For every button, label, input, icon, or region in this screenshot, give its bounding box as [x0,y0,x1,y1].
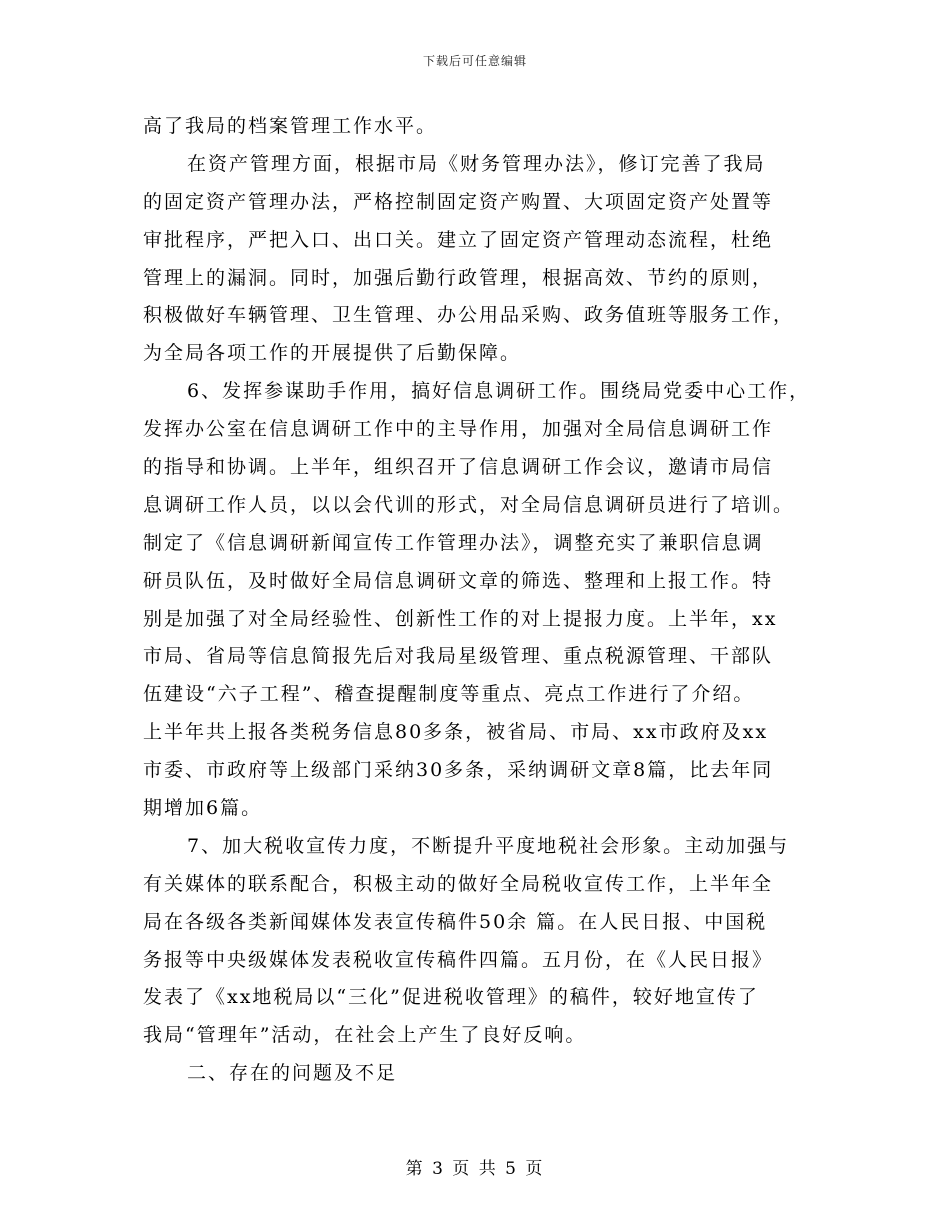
text-line: 积极做好车辆管理、卫生管理、办公用品采购、政务值班等服务工作， [143,304,795,327]
text-line: 别是加强了对全局经验性、创新性工作的对上提报力度。上半年，xx [143,607,778,630]
text-line: 上半年共上报各类税务信息80多条，被省局、市局、xx市政府及xx [143,721,769,744]
text-line: 在资产管理方面，根据市局《财务管理办法》，修订完善了我局 [187,152,766,175]
body-text [143,108,823,1093]
text-line: 制定了《信息调研新闻宣传工作管理办法》，调整充实了兼职信息调 [143,531,764,554]
text-line: 为全局各项工作的开展提供了后勤保障。 [143,342,522,365]
text-line: 务报等中央级媒体发表税收宣传稿件四篇。五月份，在《人民日报》 [143,948,774,971]
text-line: 管理上的漏洞。同时，加强后勤行政管理，根据高效、节约的原则， [143,266,774,289]
text-line: 的指导和协调。上半年，组织召开了信息调研工作会议，邀请市局信 [143,456,774,479]
text-line: 发表了《xx地税局以“三化”促进税收管理》的稿件，较好地宣传了 [143,986,759,1009]
text-line: 审批程序，严把入口、出口关。建立了固定资产管理动态流程，杜绝 [143,228,774,251]
text-line: 我局“管理年”活动，在社会上产生了良好反响。 [143,1024,587,1047]
text-line: 期增加6篇。 [143,797,263,820]
text-line: 局在各级各类新闻媒体发表宣传稿件50余 篇。在人民日报、中国税 [143,910,768,933]
page-indicator: 第 3 页 共 5 页 [405,1159,545,1179]
text-line: 研员队伍，及时做好全局信息调研文章的筛选、整理和上报工作。特 [143,569,774,592]
text-line: 7、加大税收宣传力度，不断提升平度地税社会形象。主动加强与 [187,834,790,857]
text-line: 伍建设“六子工程”、稽查提醒制度等重点、亮点工作进行了介绍。 [143,683,755,706]
text-line: 的固定资产管理办法，严格控制固定资产购置、大项固定资产处置等 [143,190,774,213]
text-line: 发挥办公室在信息调研工作中的主导作用，加强对全局信息调研工作 [143,418,774,441]
text-line: 市委、市政府等上级部门采纳30多条，采纳调研文章8篇，比去年同 [143,759,774,782]
text-line: 息调研工作人员，以以会代训的形式，对全局信息调研员进行了培训。 [143,493,795,516]
text-line: 市局、省局等信息简报先后对我局星级管理、重点税源管理、干部队 [143,645,774,668]
header-note: 下载后可任意编辑 [422,54,527,68]
section-heading: 二、存在的问题及不足 [187,1062,398,1085]
text-line: 高了我局的档案管理工作水平。 [143,115,438,137]
text-line: 有关媒体的联系配合，积极主动的做好全局税收宣传工作，上半年全 [143,872,774,895]
text-line: 6、发挥参谋助手作用，搞好信息调研工作。围绕局党委中心工作， [187,380,811,403]
